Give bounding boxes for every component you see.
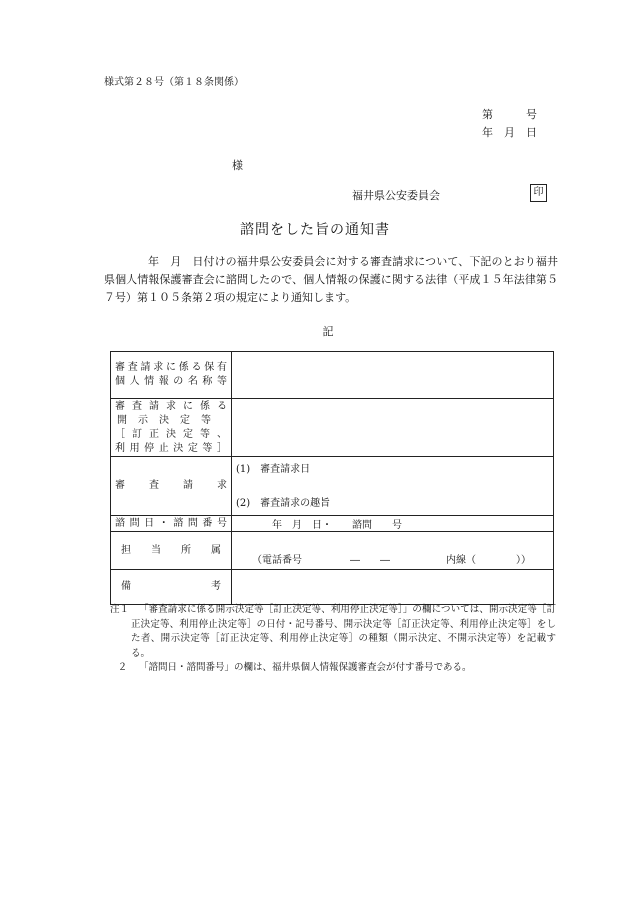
body-paragraph (104, 253, 558, 307)
table-row (111, 532, 554, 570)
row3-label: 審査請求 (115, 480, 227, 491)
value-cell[interactable] (232, 516, 554, 532)
document-number: 第 号 (482, 108, 537, 121)
document-date: 年 月 日 (482, 126, 537, 139)
issuer-name: 福井県公安委員会 (352, 189, 440, 202)
label-cell (111, 457, 232, 516)
notes (110, 603, 556, 676)
row2-label-line2: 開示決定等 (117, 414, 211, 426)
note2-number: ２ (117, 662, 128, 673)
value-cell[interactable] (232, 570, 554, 605)
label-cell (111, 570, 232, 605)
seal-mark: 印 (530, 184, 547, 202)
phone-label: （電話番号 (252, 555, 302, 566)
table-row (111, 457, 554, 516)
note1-text: 「審査請求に係る開示決定等［訂正決定等、利用停止決定等］」の欄については、開示決定等［訂正決定等、利用停止決定等］の日付・記号番号、開示決定等［訂正決定等、利用停止決定等］をした者、開示決定等［訂正決定等、利用停止決定等］の種類（開示決定、不開示決定等）を記載する。 (131, 604, 556, 659)
table-row (111, 399, 554, 457)
row1-label-line2: 個人情報の名称等 (115, 376, 227, 387)
extension-label: 内線（ ）） (446, 555, 531, 566)
row4-label: 諮問日・諮問番号 (115, 517, 227, 529)
value-cell[interactable] (232, 457, 554, 516)
body-paragraph-text: 年 月 日付けの福井県公安委員会に対する審査請求について、下記のとおり福井県個人情報保護審査会に諮問したので、個人情報の保護に関する法律（平成１５年法律第５７号）第１０５条第２項の規定により通知します。 (104, 255, 558, 304)
label-cell (111, 516, 232, 532)
request-date-item: (1) 審査請求日 (236, 464, 311, 475)
row5-label: 担当所属 (121, 544, 221, 556)
notification-table (110, 351, 554, 605)
document-title: 諮問をした旨の通知書 (240, 222, 390, 238)
table-row (111, 352, 554, 399)
request-purpose-item: (2) 審査請求の趣旨 (236, 498, 331, 509)
note-item (110, 661, 556, 676)
value-cell[interactable] (232, 352, 554, 399)
row1-label-line1: 審査請求に係る保有 (115, 362, 227, 373)
value-cell[interactable] (232, 532, 554, 570)
consultation-number-value: 年 月 日・ 諮問 号 (272, 520, 402, 531)
table-row (111, 570, 554, 605)
ki-heading: 記 (322, 325, 334, 338)
table-row (111, 516, 554, 532)
note1-number: 注１ (110, 604, 130, 615)
row6-label: 備考 (121, 581, 221, 592)
row2-label-line4: 利用停止決定等］ (115, 442, 227, 454)
value-cell[interactable] (232, 399, 554, 457)
note2-text: 「諮問日・諮問番号」の欄は、福井県個人情報保護審査会が付す番号である。 (139, 662, 472, 673)
label-cell (111, 352, 232, 399)
label-cell (111, 532, 232, 570)
form-number: 様式第２８号（第１８条関係） (104, 77, 244, 88)
addressee: 様 (232, 159, 243, 172)
label-cell (111, 399, 232, 457)
row2-label-line1: 審査請求に係る (115, 400, 227, 412)
note-item (110, 603, 556, 661)
row2-label-line3: ［訂正決定等、 (115, 428, 227, 440)
phone-dashes: ― ― (350, 555, 390, 566)
